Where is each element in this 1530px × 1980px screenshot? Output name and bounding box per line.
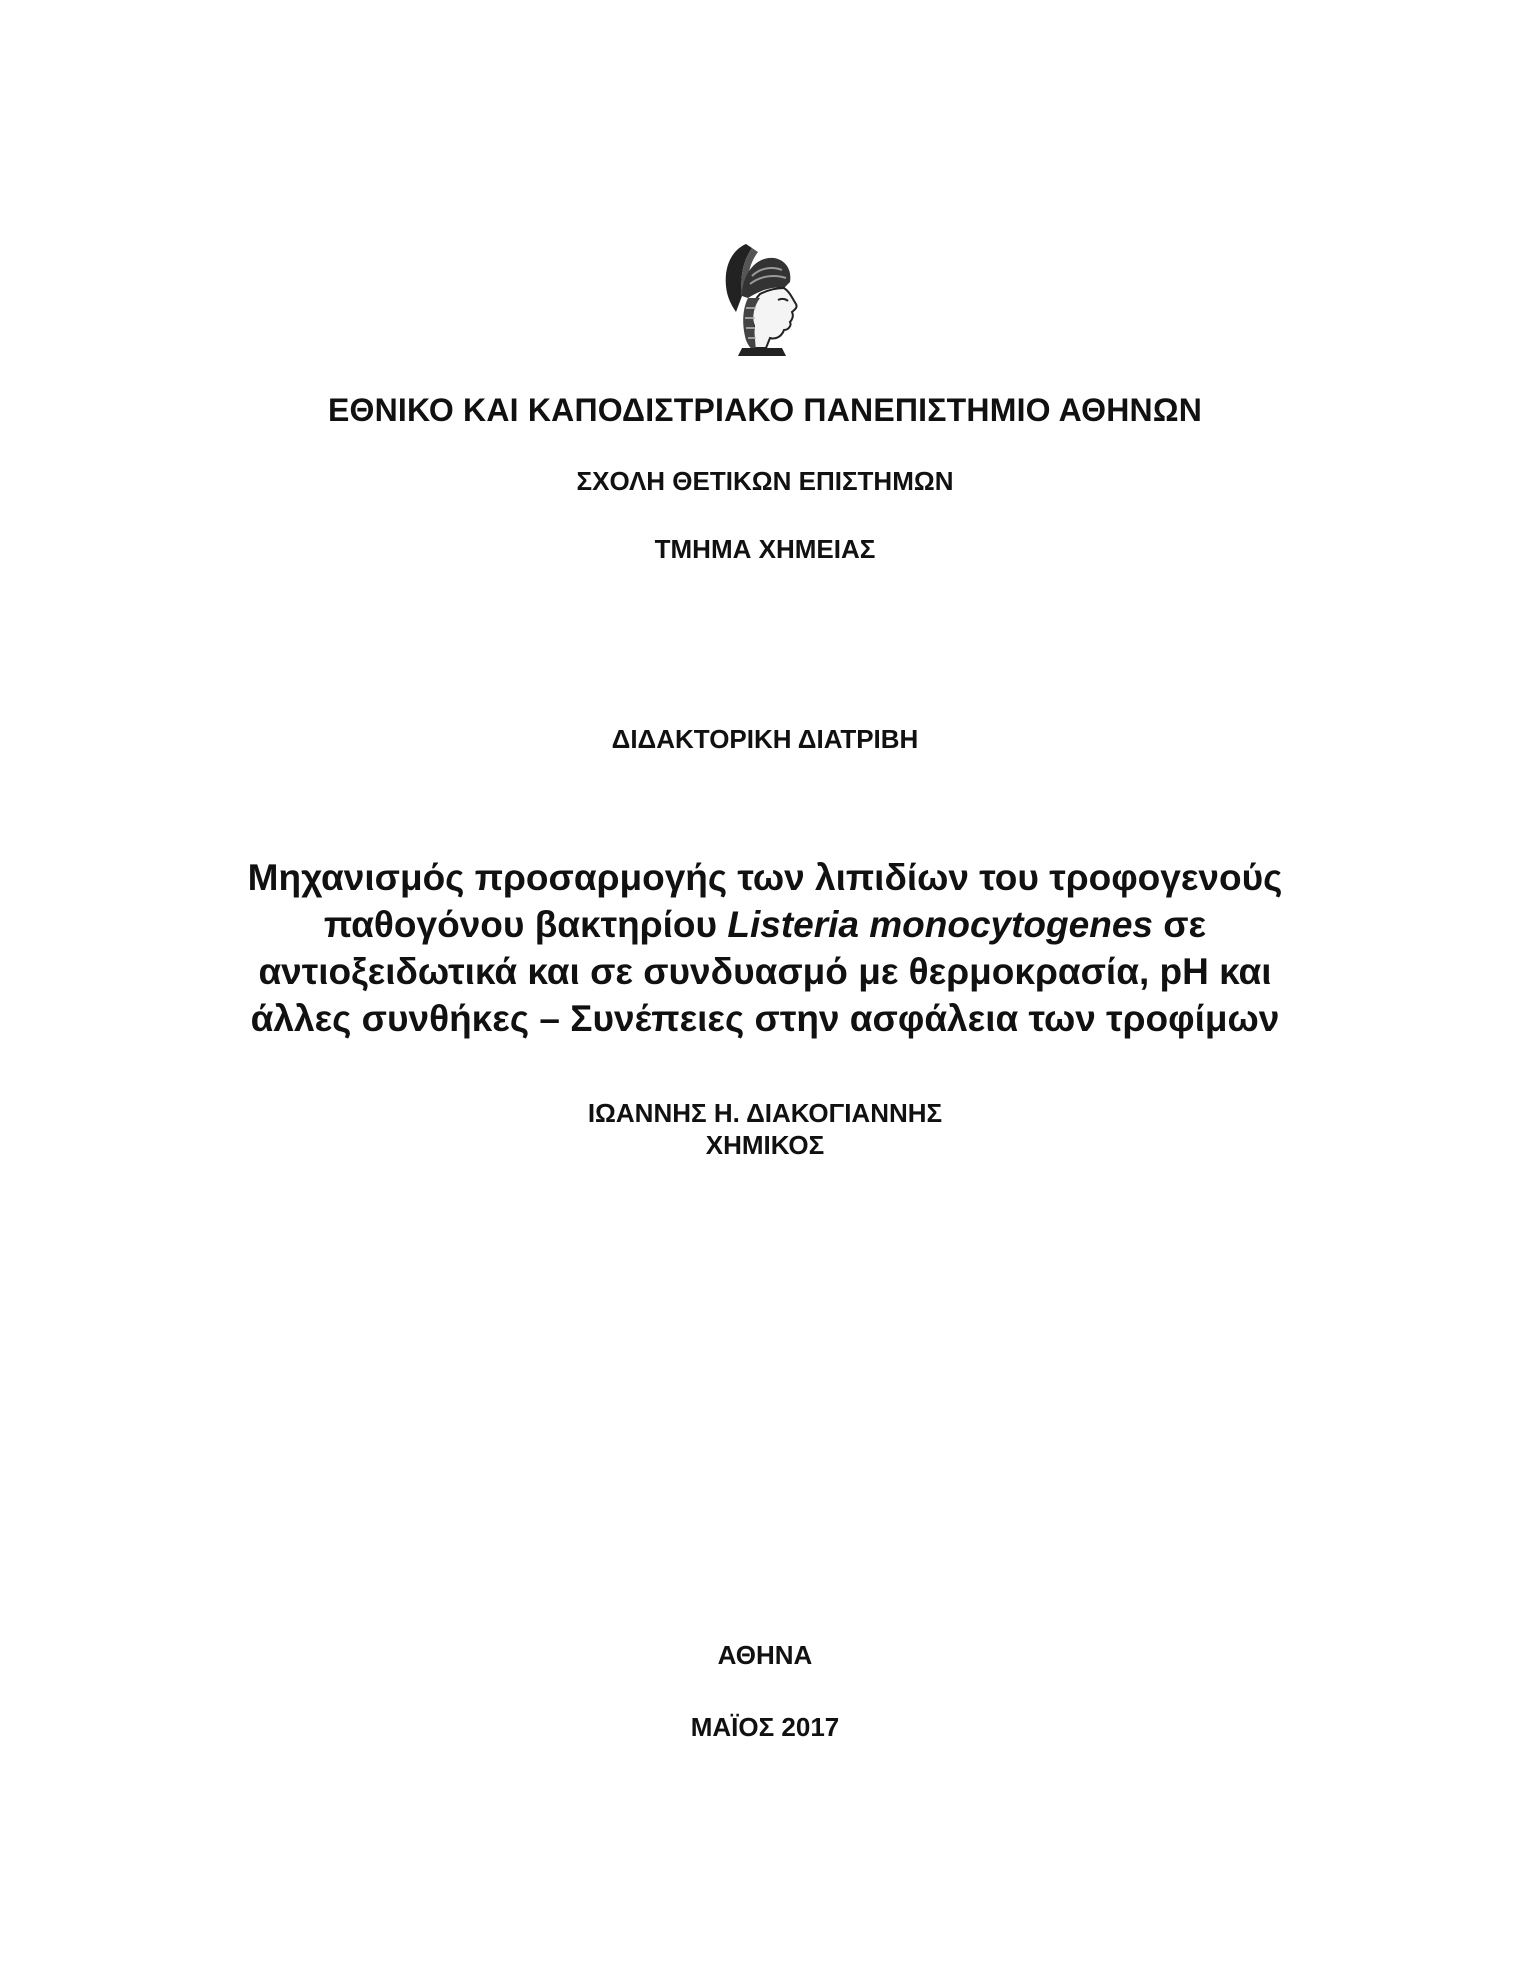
department-name: ΤΜΗΜΑ ΧΗΜΕΙΑΣ [654, 534, 876, 564]
author-profession: ΧΗΜΙΚΟΣ [705, 1130, 825, 1160]
thesis-title-line-1: Μηχανισμός προσαρμογής των λιπιδίων του τροφογενούς [247, 857, 1283, 898]
document-type: ΔΙΔΑΚΤΟΡΙΚΗ ΔΙΑΤΡΙΒΗ [611, 724, 919, 754]
university-name: ΕΘΝΙΚΟ ΚΑΙ ΚΑΠΟΔΙΣΤΡΙΑΚΟ ΠΑΝΕΠΙΣΤΗΜΙΟ ΑΘΗΝΩΝ [327, 392, 1203, 428]
publication-date: ΜΑΪΟΣ 2017 [690, 1712, 840, 1742]
thesis-title-line-4: άλλες συνθήκες – Συνέπειες στην ασφάλεια των τροφίμων [250, 998, 1280, 1039]
thesis-title-line-2-prefix: παθογόνου βακτηρίου [323, 904, 728, 945]
thesis-title-line-3: αντιοξειδωτικά και σε συνδυασμό με θερμοκρασία, pH και [258, 951, 1272, 992]
thesis-title-line-2 [0, 901, 1530, 948]
species-name: Listeria monocytogenes [727, 904, 1153, 945]
thesis-title [0, 854, 1530, 1042]
thesis-title-line-2-suffix: σε [1152, 904, 1207, 945]
athena-head-emblem-icon [712, 236, 816, 360]
author-name: ΙΩΑΝΝΗΣ Η. ΔΙΑΚΟΓΙΑΝΝΗΣ [587, 1098, 943, 1128]
city: ΑΘΗΝΑ [717, 1640, 813, 1670]
school-name: ΣΧΟΛΗ ΘΕΤΙΚΩΝ ΕΠΙΣΤΗΜΩΝ [576, 466, 954, 496]
